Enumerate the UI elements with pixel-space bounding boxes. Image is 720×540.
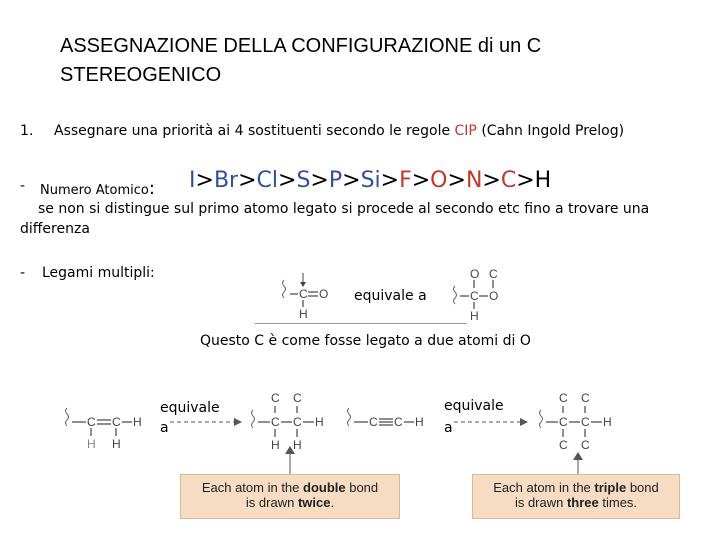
gt-sign: >	[195, 168, 214, 193]
hydrogen-atom: H	[112, 437, 121, 451]
hydrogen-atom: H	[133, 415, 142, 429]
oxygen-atom: O	[319, 287, 329, 301]
atom-Br: Br	[213, 168, 239, 193]
hydrogen-atom: H	[293, 438, 302, 452]
equivale-a-label: equivale a	[354, 288, 427, 304]
wavy-bond	[283, 280, 286, 298]
gt-sign: >	[411, 168, 431, 193]
caption-text: is drawn	[514, 495, 567, 510]
carbon-atom: C	[559, 415, 568, 429]
wavy-bond	[540, 410, 543, 428]
caption-bold: three	[566, 495, 599, 510]
cip-label: CIP	[454, 123, 477, 139]
gt-sign: >	[342, 168, 361, 193]
atomic-number-colon: :	[148, 178, 155, 199]
priority-order	[189, 168, 551, 193]
hydrogen-atom: H	[87, 437, 96, 451]
wavy-bond	[252, 410, 255, 428]
gt-sign: >	[447, 168, 466, 193]
hydrogen-atom: H	[299, 307, 308, 320]
carbon-atom: C	[271, 391, 280, 405]
carbon-atom: C	[369, 415, 378, 429]
hydrogen-atom: H	[415, 415, 424, 429]
point-number: 1.	[20, 123, 34, 139]
point1-text	[54, 123, 624, 139]
note-line-2: differenza	[20, 221, 90, 237]
page-title: ASSEGNAZIONE DELLA CONFIGURAZIONE di un C STEREOGENICO	[60, 35, 542, 86]
atom-H: H	[534, 168, 552, 193]
alkene-structure	[58, 396, 158, 456]
wavy-bond	[66, 408, 69, 426]
dashed-arrow-icon	[158, 416, 243, 428]
equivalence-note: Questo C è come fosse legato a due atomi di O	[200, 333, 531, 349]
atom-Cl: Cl	[256, 168, 278, 193]
caption-bold: double	[303, 480, 346, 495]
carbon-atom: C	[293, 415, 302, 429]
carbon-atom: C	[299, 287, 308, 301]
atom-C: C	[500, 168, 517, 193]
carbon-atom: C	[293, 391, 302, 405]
caption-text: .	[330, 495, 335, 510]
alkyne-expanded-structure	[532, 388, 622, 454]
arrow-up-icon	[570, 452, 586, 476]
arrow-up-icon	[282, 446, 298, 476]
gt-sign: >	[310, 168, 329, 193]
oxygen-atom: O	[470, 267, 480, 281]
atom-O: O	[430, 168, 448, 193]
caption-text: bond	[626, 480, 659, 495]
atom-Si: Si	[360, 168, 381, 193]
wavy-bond	[454, 286, 457, 304]
carbon-atom: C	[581, 438, 590, 452]
carbon-atom: C	[394, 415, 403, 429]
caption-text: Each atom in the	[201, 480, 303, 495]
caption-bold: triple	[594, 480, 627, 495]
carbon-atom: C	[559, 438, 568, 452]
equivale-left-label: equivale	[160, 400, 220, 416]
point1-text-after: (Cahn Ingold Prelog)	[476, 123, 625, 139]
hydrogen-atom: H	[603, 415, 612, 429]
gt-sign: >	[278, 168, 297, 193]
gt-sign: >	[516, 168, 535, 193]
carbon-atom: C	[581, 391, 590, 405]
equivalent-structure	[448, 266, 518, 322]
dashed-arrow-icon	[442, 416, 530, 428]
atom-N: N	[465, 168, 483, 193]
alkene-expanded-structure	[244, 388, 334, 454]
caption-bold: twice	[297, 495, 331, 510]
carbon-atom: C	[559, 391, 568, 405]
hydrogen-atom: H	[470, 309, 479, 322]
hydrogen-atom: H	[315, 415, 324, 429]
multiple-bonds-label: Legami multipli:	[42, 265, 155, 281]
carbon-atom: C	[271, 415, 280, 429]
triple-bond-caption	[472, 474, 680, 519]
gt-sign: >	[238, 168, 257, 193]
carbon-atom: C	[489, 267, 498, 281]
carbon-atom: C	[470, 289, 479, 303]
hydrogen-atom: H	[271, 438, 280, 452]
multiple-bonds-dash: -	[20, 265, 26, 281]
caption-text: times.	[598, 495, 638, 510]
oxygen-atom: O	[489, 289, 499, 303]
a-right-label: a	[444, 420, 453, 436]
carbon-atom: C	[87, 415, 96, 429]
atom-S: S	[296, 168, 311, 193]
point1-text-before: Assegnare una priorità ai 4 sostituenti secondo le regole	[54, 123, 455, 139]
gt-sign: >	[482, 168, 501, 193]
gt-sign: >	[380, 168, 400, 193]
carbon-atom: C	[581, 415, 590, 429]
atomic-number-label	[40, 178, 155, 199]
atom-I: I	[189, 168, 196, 193]
caption-text: bond	[345, 480, 379, 495]
divider	[255, 323, 467, 324]
wavy-bond	[348, 408, 351, 426]
caption-text: Each atom in the	[493, 480, 595, 495]
note-line-1: se non si distingue sul primo atomo legato si procede al secondo etc fino a trovare una	[38, 201, 650, 217]
alkyne-structure	[340, 396, 440, 446]
atom-F: F	[399, 168, 412, 193]
atomic-number-dash: -	[20, 178, 26, 194]
carbon-atom: C	[112, 415, 121, 429]
atom-P: P	[328, 168, 343, 193]
caption-text: is drawn	[245, 495, 298, 510]
a-left-label: a	[160, 420, 169, 436]
aldehyde-structure	[270, 270, 350, 320]
equivale-right-label: equivale	[444, 398, 504, 414]
double-bond-caption	[180, 474, 400, 519]
atomic-number-label-text: Numero Atomico	[40, 183, 149, 198]
